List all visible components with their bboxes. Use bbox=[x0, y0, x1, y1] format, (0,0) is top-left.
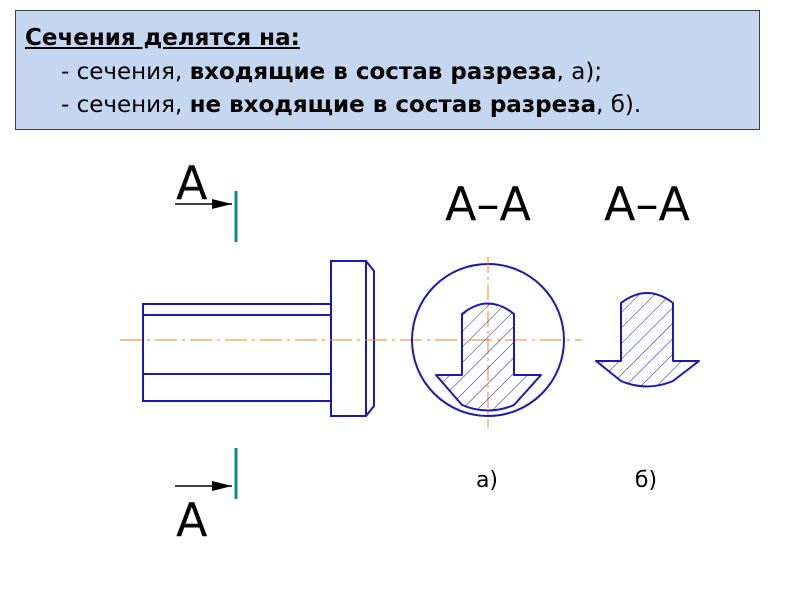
bullet-2-suffix: , б). bbox=[596, 92, 642, 118]
section-letter-bottom: А bbox=[176, 493, 208, 547]
caption-a: а) bbox=[475, 468, 499, 493]
section-b-title: А–А bbox=[604, 177, 690, 231]
view-arrow-bottom-head bbox=[212, 481, 232, 491]
bullet-2-bold: не входящие в состав разреза bbox=[189, 92, 597, 118]
caption-b: б) bbox=[634, 468, 658, 493]
bullet-1-suffix: , а); bbox=[556, 59, 603, 85]
section-a-hatched-profile bbox=[436, 304, 541, 411]
bolt-head bbox=[331, 261, 374, 416]
bolt-shank bbox=[143, 304, 331, 401]
slide-heading: Сечения делятся на: bbox=[25, 25, 300, 51]
section-b bbox=[596, 177, 699, 493]
bolt-side-view bbox=[143, 261, 374, 416]
cutting-plane-bottom bbox=[175, 448, 236, 547]
section-a-title: А–А bbox=[445, 177, 531, 231]
bullet-1-bold: входящие в состав разреза bbox=[189, 59, 557, 85]
cutting-plane-top bbox=[175, 156, 236, 242]
bullet-2-prefix: - сечения, bbox=[61, 92, 190, 118]
bullet-1-prefix: - сечения, bbox=[61, 59, 190, 85]
section-b-hatched-profile bbox=[596, 293, 699, 387]
section-letter-top: А bbox=[176, 156, 208, 210]
section-a bbox=[412, 177, 564, 493]
view-arrow-top-head bbox=[212, 199, 232, 209]
